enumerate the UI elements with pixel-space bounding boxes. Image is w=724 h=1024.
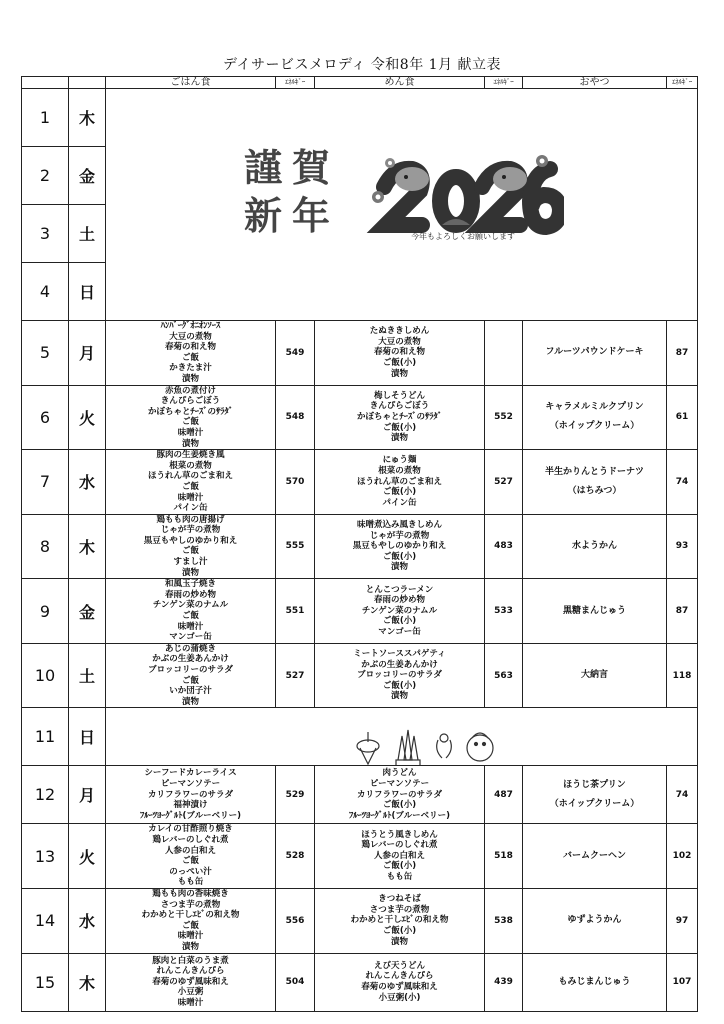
snack-energy-cell: 61 — [667, 385, 698, 450]
date-cell: 2 — [22, 147, 69, 205]
menu-item: マンゴー缶 — [169, 632, 212, 643]
weekday-cell: 月 — [69, 321, 106, 386]
decoration-cell — [106, 708, 698, 766]
menu-item: 福神漬け — [173, 800, 208, 811]
menu-item: 漬物 — [181, 696, 199, 707]
snack-energy-cell: 97 — [667, 888, 698, 953]
menu-item: たぬききしめん — [369, 326, 430, 337]
snack-cell — [523, 450, 667, 515]
weekday-cell: 日 — [69, 263, 106, 321]
weekday-cell: 金 — [69, 579, 106, 644]
menu-item: ほうじ茶プリン — [563, 779, 626, 790]
menu-item: 半生かりんとうドーナツ — [545, 466, 644, 477]
rice-menu-cell — [106, 643, 276, 708]
menu-item: 春菊のゆず風味和え — [152, 976, 229, 987]
header-rice: ごはん食 — [106, 77, 276, 89]
rice-energy-cell: 527 — [276, 643, 315, 708]
menu-item: ご飯 — [181, 920, 199, 931]
menu-table — [21, 76, 698, 1012]
menu-item: ほうれん草のごま和え — [356, 476, 442, 487]
menu-item: あじの蒲焼き — [164, 643, 216, 654]
menu-item: ゆずようかん — [567, 915, 622, 926]
page-title: デイサービスメロディ 令和8年 1月 献立表 — [222, 57, 502, 73]
weekday-cell: 火 — [69, 385, 106, 450]
date-cell: 9 — [22, 579, 69, 644]
table-row — [22, 385, 698, 450]
menu-item: フルーツパウンドケーキ — [545, 347, 644, 358]
noodle-energy-cell: 563 — [485, 643, 523, 708]
menu-item: カレイの甘酢照り焼き — [148, 824, 233, 835]
menu-item: ご飯 — [181, 675, 199, 686]
noodle-menu-cell — [315, 385, 485, 450]
menu-item: ご飯 — [181, 856, 199, 867]
noodle-energy-cell: 439 — [485, 953, 523, 1011]
menu-item: 梅しそうどん — [373, 390, 425, 401]
snack-energy-cell: 87 — [667, 579, 698, 644]
menu-item: 鶏レバーのしぐれ煮 — [361, 840, 438, 851]
weekday-cell: 火 — [69, 824, 106, 889]
menu-item: ご飯 — [181, 611, 199, 622]
menu-item: ご飯(小) — [382, 616, 417, 627]
menu-item: 豚肉の生姜焼き風 — [156, 450, 225, 461]
menu-item: れんこんきんぴら — [156, 966, 225, 977]
snack-cell — [523, 385, 667, 450]
date-cell: 3 — [22, 205, 69, 263]
menu-item: かぼちゃとﾁｰｽﾞのｻﾗﾀﾞ — [147, 406, 233, 417]
menu-item: のっぺい汁 — [169, 866, 212, 877]
rice-menu-cell — [106, 824, 276, 889]
noodle-menu-cell — [315, 888, 485, 953]
menu-item: わかめと干しｴﾋﾞの和え物 — [141, 910, 240, 921]
menu-item: 漬物 — [390, 368, 408, 379]
menu-item: 漬物 — [181, 373, 199, 384]
menu-item: きつねそば — [378, 894, 421, 905]
snack-cell — [523, 824, 667, 889]
weekday-cell: 木 — [69, 89, 106, 147]
new-year-decoration-illustration — [346, 720, 546, 766]
snack-cell — [523, 766, 667, 824]
menu-item: にゅう麺 — [382, 455, 417, 466]
menu-item: 小豆粥(小) — [378, 992, 421, 1003]
header-blank — [22, 77, 69, 89]
noodle-menu-cell — [315, 766, 485, 824]
menu-item: ご飯(小) — [382, 926, 417, 937]
table-row — [22, 888, 698, 953]
table-row — [22, 579, 698, 644]
menu-item: シーフードカレーライス — [144, 768, 237, 779]
menu-item: ご飯(小) — [382, 680, 417, 691]
snack-cell — [523, 579, 667, 644]
rice-energy-cell: 504 — [276, 953, 315, 1011]
date-cell: 14 — [22, 888, 69, 953]
menu-item: かぶの生姜あんかけ — [152, 654, 229, 665]
menu-item: ミートソーススパゲティ — [353, 649, 446, 660]
table-row — [22, 953, 698, 1011]
menu-item: ピーマンソテー — [369, 778, 430, 789]
menu-item: ﾊﾝﾊﾞｰｸﾞｵﾆｵﾝｿｰｽ — [160, 321, 221, 331]
menu-item: 漬物 — [181, 941, 199, 952]
date-cell: 15 — [22, 953, 69, 1011]
rice-menu-cell — [106, 450, 276, 515]
menu-item: 根菜の煮物 — [169, 460, 212, 471]
menu-item: 味噌汁 — [177, 621, 204, 632]
menu-item: さつま芋の煮物 — [160, 899, 221, 910]
menu-item: 大豆の煮物 — [378, 336, 421, 347]
menu-item: カリフラワーのサラダ — [148, 789, 233, 800]
weekday-cell: 日 — [69, 708, 106, 766]
menu-item: 漬物 — [390, 936, 408, 947]
menu-item: ほうとう風きしめん — [361, 829, 438, 840]
greeting-kanji: 新 — [243, 194, 282, 238]
menu-item: ご飯(小) — [382, 551, 417, 562]
date-cell: 10 — [22, 643, 69, 708]
weekday-cell: 水 — [69, 888, 106, 953]
header-snack: おやつ — [523, 77, 667, 89]
noodle-menu-cell — [315, 579, 485, 644]
menu-item: 春雨の炒め物 — [373, 595, 425, 606]
rice-energy-cell: 555 — [276, 514, 315, 579]
date-cell: 4 — [22, 263, 69, 321]
menu-item: パイン缶 — [173, 503, 208, 514]
rice-menu-cell — [106, 953, 276, 1011]
header-snack-energy: ｴﾈﾙｷﾞｰ — [667, 77, 698, 89]
snack-cell — [523, 643, 667, 708]
menu-item: もも缶 — [386, 872, 413, 883]
menu-item: 小豆粥 — [177, 987, 204, 998]
date-cell: 12 — [22, 766, 69, 824]
menu-item: ブロッコリーのサラダ — [148, 665, 233, 675]
menu-item: チンゲン菜のナムル — [361, 605, 438, 616]
table-row — [22, 708, 698, 766]
date-cell: 5 — [22, 321, 69, 386]
snack-energy-cell: 74 — [667, 450, 698, 515]
table-row — [22, 89, 698, 147]
menu-item: 大豆の煮物 — [169, 331, 212, 342]
menu-item: れんこんきんぴら — [365, 971, 434, 982]
menu-item: じゃが芋の煮物 — [160, 525, 221, 536]
snack-energy-cell: 93 — [667, 514, 698, 579]
menu-item: 鶏レバーのしぐれ煮 — [152, 834, 229, 845]
rice-energy-cell: 529 — [276, 766, 315, 824]
menu-item: ご飯 — [181, 417, 199, 428]
rice-menu-cell — [106, 385, 276, 450]
menu-item: 大納言 — [580, 670, 608, 681]
menu-item: ご飯(小) — [382, 487, 417, 498]
snack-energy-cell: 74 — [667, 766, 698, 824]
menu-item: かぼちゃとﾁｰｽﾞのｻﾗﾀﾞ — [356, 412, 442, 423]
new-year-greeting-cell — [106, 89, 698, 321]
menu-item: 和風玉子焼き — [164, 579, 216, 590]
kinga-shinnen-stamp — [240, 145, 336, 241]
rice-menu-cell — [106, 514, 276, 579]
menu-item: （はちみつ） — [567, 485, 622, 496]
rice-menu-cell — [106, 579, 276, 644]
menu-item: カリフラワーのサラダ — [357, 789, 442, 800]
date-cell: 8 — [22, 514, 69, 579]
snack-cell — [523, 953, 667, 1011]
header-noodle: めん食 — [315, 77, 485, 89]
noodle-menu-cell — [315, 514, 485, 579]
noodle-energy-cell: 527 — [485, 450, 523, 515]
weekday-cell: 土 — [69, 205, 106, 263]
menu-item: かぶの生姜あんかけ — [361, 659, 438, 670]
menu-item: （ホイップクリーム） — [549, 421, 640, 432]
menu-item: きんぴらごぼう — [369, 401, 430, 412]
snack-energy-cell: 107 — [667, 953, 698, 1011]
menu-item: ﾌﾙｰﾂﾖｰｸﾞﾙﾄ(ブルーベリー) — [140, 810, 241, 821]
date-cell: 6 — [22, 385, 69, 450]
noodle-energy-cell: 518 — [485, 824, 523, 889]
menu-item: ご飯(小) — [382, 422, 417, 433]
date-cell: 1 — [22, 89, 69, 147]
menu-item: 春菊のゆず風味和え — [361, 982, 438, 992]
menu-item: キャラメルミルクプリン — [545, 402, 644, 413]
table-row — [22, 824, 698, 889]
menu-item: いか団子汁 — [169, 686, 212, 697]
menu-item: 黒糖まんじゅう — [562, 605, 626, 616]
date-cell: 11 — [22, 708, 69, 766]
date-cell: 13 — [22, 824, 69, 889]
weekday-cell: 水 — [69, 450, 106, 515]
noodle-energy-cell — [485, 321, 523, 386]
menu-item: パイン缶 — [382, 497, 417, 508]
table-row — [22, 514, 698, 579]
rice-energy-cell: 528 — [276, 824, 315, 889]
menu-item: 漬物 — [390, 562, 408, 573]
menu-item: （ホイップクリーム） — [549, 798, 640, 809]
rice-menu-cell — [106, 766, 276, 824]
menu-item: きんぴらごぼう — [160, 396, 221, 407]
greeting-kanji: 賀 — [291, 146, 330, 190]
header-rice-energy: ｴﾈﾙｷﾞｰ — [276, 77, 315, 89]
menu-item: 春菊の和え物 — [164, 342, 216, 353]
snack-energy-cell: 87 — [667, 321, 698, 386]
menu-item: ご飯 — [181, 546, 199, 557]
header-row — [22, 77, 698, 89]
menu-item: 鶏もも肉の唐揚げ — [156, 514, 225, 525]
menu-item: チンゲン菜のナムル — [152, 600, 229, 611]
menu-item: 漬物 — [390, 691, 408, 702]
noodle-menu-cell — [315, 643, 485, 708]
table-row — [22, 643, 698, 708]
menu-item: 根菜の煮物 — [378, 466, 421, 477]
menu-item: ご飯 — [181, 481, 199, 492]
menu-item: 春雨の炒め物 — [164, 589, 216, 600]
rice-energy-cell: 549 — [276, 321, 315, 386]
menu-item: ご飯(小) — [382, 800, 417, 811]
menu-item: ご飯(小) — [382, 358, 417, 369]
menu-item: さつま芋の煮物 — [369, 904, 430, 915]
menu-item: ﾌﾙｰﾂﾖｰｸﾞﾙﾄ(ブルーベリー) — [349, 810, 450, 821]
menu-item: バームクーヘン — [562, 850, 626, 861]
greeting-kanji: 謹 — [243, 146, 282, 190]
date-cell: 7 — [22, 450, 69, 515]
weekday-cell: 金 — [69, 147, 106, 205]
menu-item: 味噌汁 — [177, 492, 204, 503]
snack-cell — [523, 514, 667, 579]
menu-item: 黒豆もやしのゆかり和え — [143, 535, 238, 546]
menu-item: 味噌汁 — [177, 427, 204, 438]
new-year-greeting — [106, 89, 697, 320]
menu-item: ピーマンソテー — [160, 778, 221, 789]
menu-item: 肉うどん — [382, 768, 417, 779]
snack-energy-cell: 118 — [667, 643, 698, 708]
menu-item: 赤魚の煮付け — [164, 385, 216, 396]
noodle-menu-cell — [315, 953, 485, 1011]
noodle-menu-cell — [315, 321, 485, 386]
menu-item: 味噌汁 — [177, 931, 204, 942]
menu-item: じゃが芋の煮物 — [369, 530, 430, 541]
noodle-energy-cell: 487 — [485, 766, 523, 824]
menu-item: 豚肉と白菜のうま煮 — [152, 955, 229, 966]
menu-item: 味噌汁 — [177, 997, 204, 1008]
table-row — [22, 321, 698, 386]
rice-menu-cell — [106, 888, 276, 953]
menu-item: とんこつラーメン — [365, 584, 434, 595]
noodle-menu-cell — [315, 824, 485, 889]
weekday-cell: 月 — [69, 766, 106, 824]
menu-item: 春菊の和え物 — [373, 347, 425, 358]
menu-item: ご飯 — [181, 352, 199, 363]
header-blank — [69, 77, 106, 89]
greeting-kanji: 年 — [291, 194, 330, 238]
noodle-energy-cell: 483 — [485, 514, 523, 579]
rice-energy-cell: 570 — [276, 450, 315, 515]
menu-item: 漬物 — [181, 438, 199, 449]
menu-item: もも缶 — [177, 877, 204, 888]
noodle-energy-cell: 538 — [485, 888, 523, 953]
table-row — [22, 766, 698, 824]
weekday-cell: 木 — [69, 953, 106, 1011]
table-row — [22, 450, 698, 515]
menu-item: ブロッコリーのサラダ — [357, 670, 442, 681]
menu-item: 人参の白和え — [373, 850, 425, 861]
weekday-cell: 土 — [69, 643, 106, 708]
menu-item: すまし汁 — [173, 557, 208, 568]
menu-item: 黒豆もやしのゆかり和え — [352, 541, 447, 552]
menu-item: わかめと干しｴﾋﾞの和え物 — [350, 915, 449, 926]
menu-item: 鶏もも肉の香味焼き — [152, 888, 229, 899]
noodle-menu-cell — [315, 450, 485, 515]
menu-item: マンゴー缶 — [378, 626, 421, 637]
snack-cell — [523, 321, 667, 386]
menu-item: ほうれん草のごま和え — [147, 471, 233, 482]
header-noodle-energy: ｴﾈﾙｷﾞｰ — [485, 77, 523, 89]
rice-energy-cell: 551 — [276, 579, 315, 644]
noodle-energy-cell: 552 — [485, 385, 523, 450]
noodle-energy-cell: 533 — [485, 579, 523, 644]
menu-item: 味噌煮込み風きしめん — [356, 519, 442, 530]
menu-item: ご飯(小) — [382, 861, 417, 872]
menu-item: 漬物 — [390, 433, 408, 444]
rice-menu-cell — [106, 321, 276, 386]
menu-item: かきたま汁 — [169, 363, 212, 374]
weekday-cell: 木 — [69, 514, 106, 579]
menu-item: えび天うどん — [373, 960, 425, 971]
menu-item: もみじまんじゅう — [558, 976, 631, 987]
rice-energy-cell: 556 — [276, 888, 315, 953]
menu-item: 人参の白和え — [164, 845, 216, 856]
menu-item: 漬物 — [181, 567, 199, 578]
rice-energy-cell: 548 — [276, 385, 315, 450]
greeting-message: 今年もよろしくお願いします — [411, 232, 515, 241]
menu-item: 水ようかん — [571, 540, 617, 551]
snack-cell — [523, 888, 667, 953]
snack-energy-cell: 102 — [667, 824, 698, 889]
